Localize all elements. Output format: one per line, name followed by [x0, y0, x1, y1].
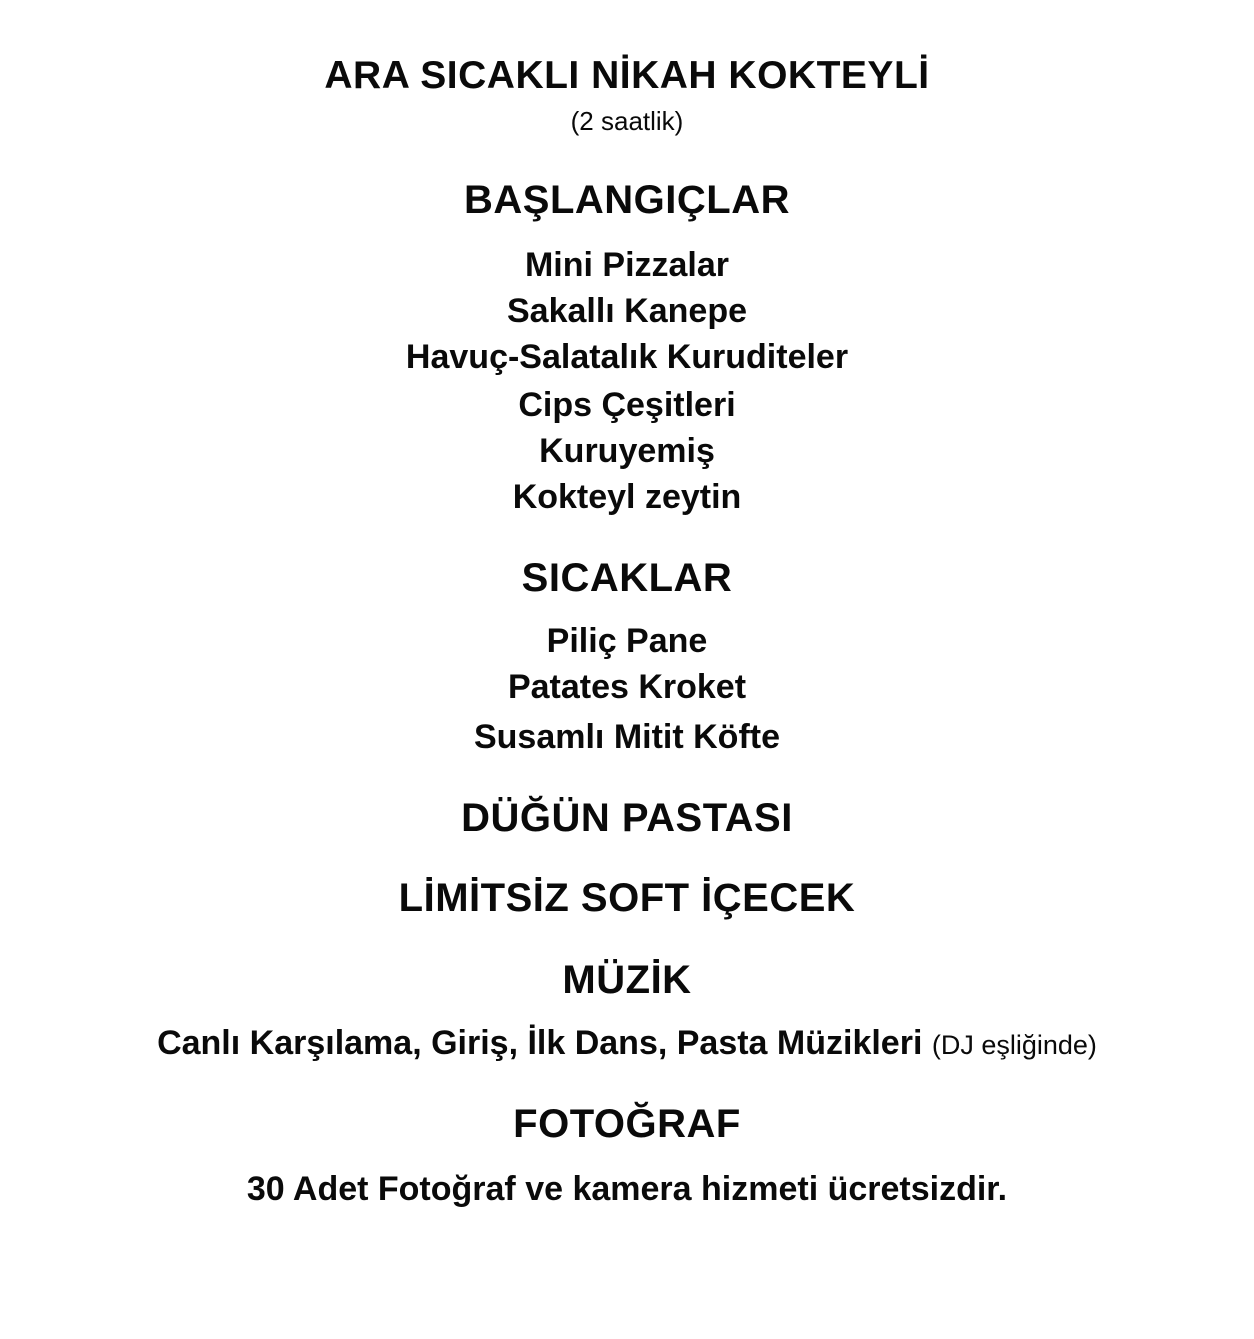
menu-item: Susamlı Mitit Köfte: [473, 718, 781, 756]
page-title: ARA SICAKLI NİKAH KOKTEYLİ: [324, 54, 930, 97]
menu-item: Mini Pizzalar: [524, 246, 730, 284]
menu-item: Patates Kroket: [507, 668, 747, 706]
music-note: (DJ eşliğinde): [931, 1030, 1097, 1060]
menu-item: Sakallı Kanepe: [506, 292, 747, 330]
music-item: Canlı Karşılama, Giriş, İlk Dans, Pasta Müzikleri: [157, 1024, 923, 1062]
music-line: [0, 1026, 1254, 1060]
menu-item: Kuruyemiş: [539, 432, 715, 470]
section-heading-music: MÜZİK: [562, 958, 692, 1002]
menu-item: Havuç-Salatalık Kuruditeler: [405, 338, 849, 376]
section-heading-cake: DÜĞÜN PASTASI: [461, 796, 793, 840]
section-heading-starters: BAŞLANGIÇLAR: [464, 178, 790, 222]
section-heading-drinks: LİMİTSİZ SOFT İÇECEK: [398, 876, 856, 920]
photo-item: 30 Adet Fotoğraf ve kamera hizmeti ücretsizdir.: [246, 1170, 1008, 1208]
page-subtitle: (2 saatlik): [570, 106, 684, 136]
menu-item: Cips Çeşitleri: [518, 386, 736, 424]
section-heading-photo: FOTOĞRAF: [513, 1102, 741, 1146]
section-heading-hot: SICAKLAR: [521, 556, 733, 600]
menu-item: Piliç Pane: [546, 622, 708, 660]
menu-item: Kokteyl zeytin: [512, 478, 742, 516]
